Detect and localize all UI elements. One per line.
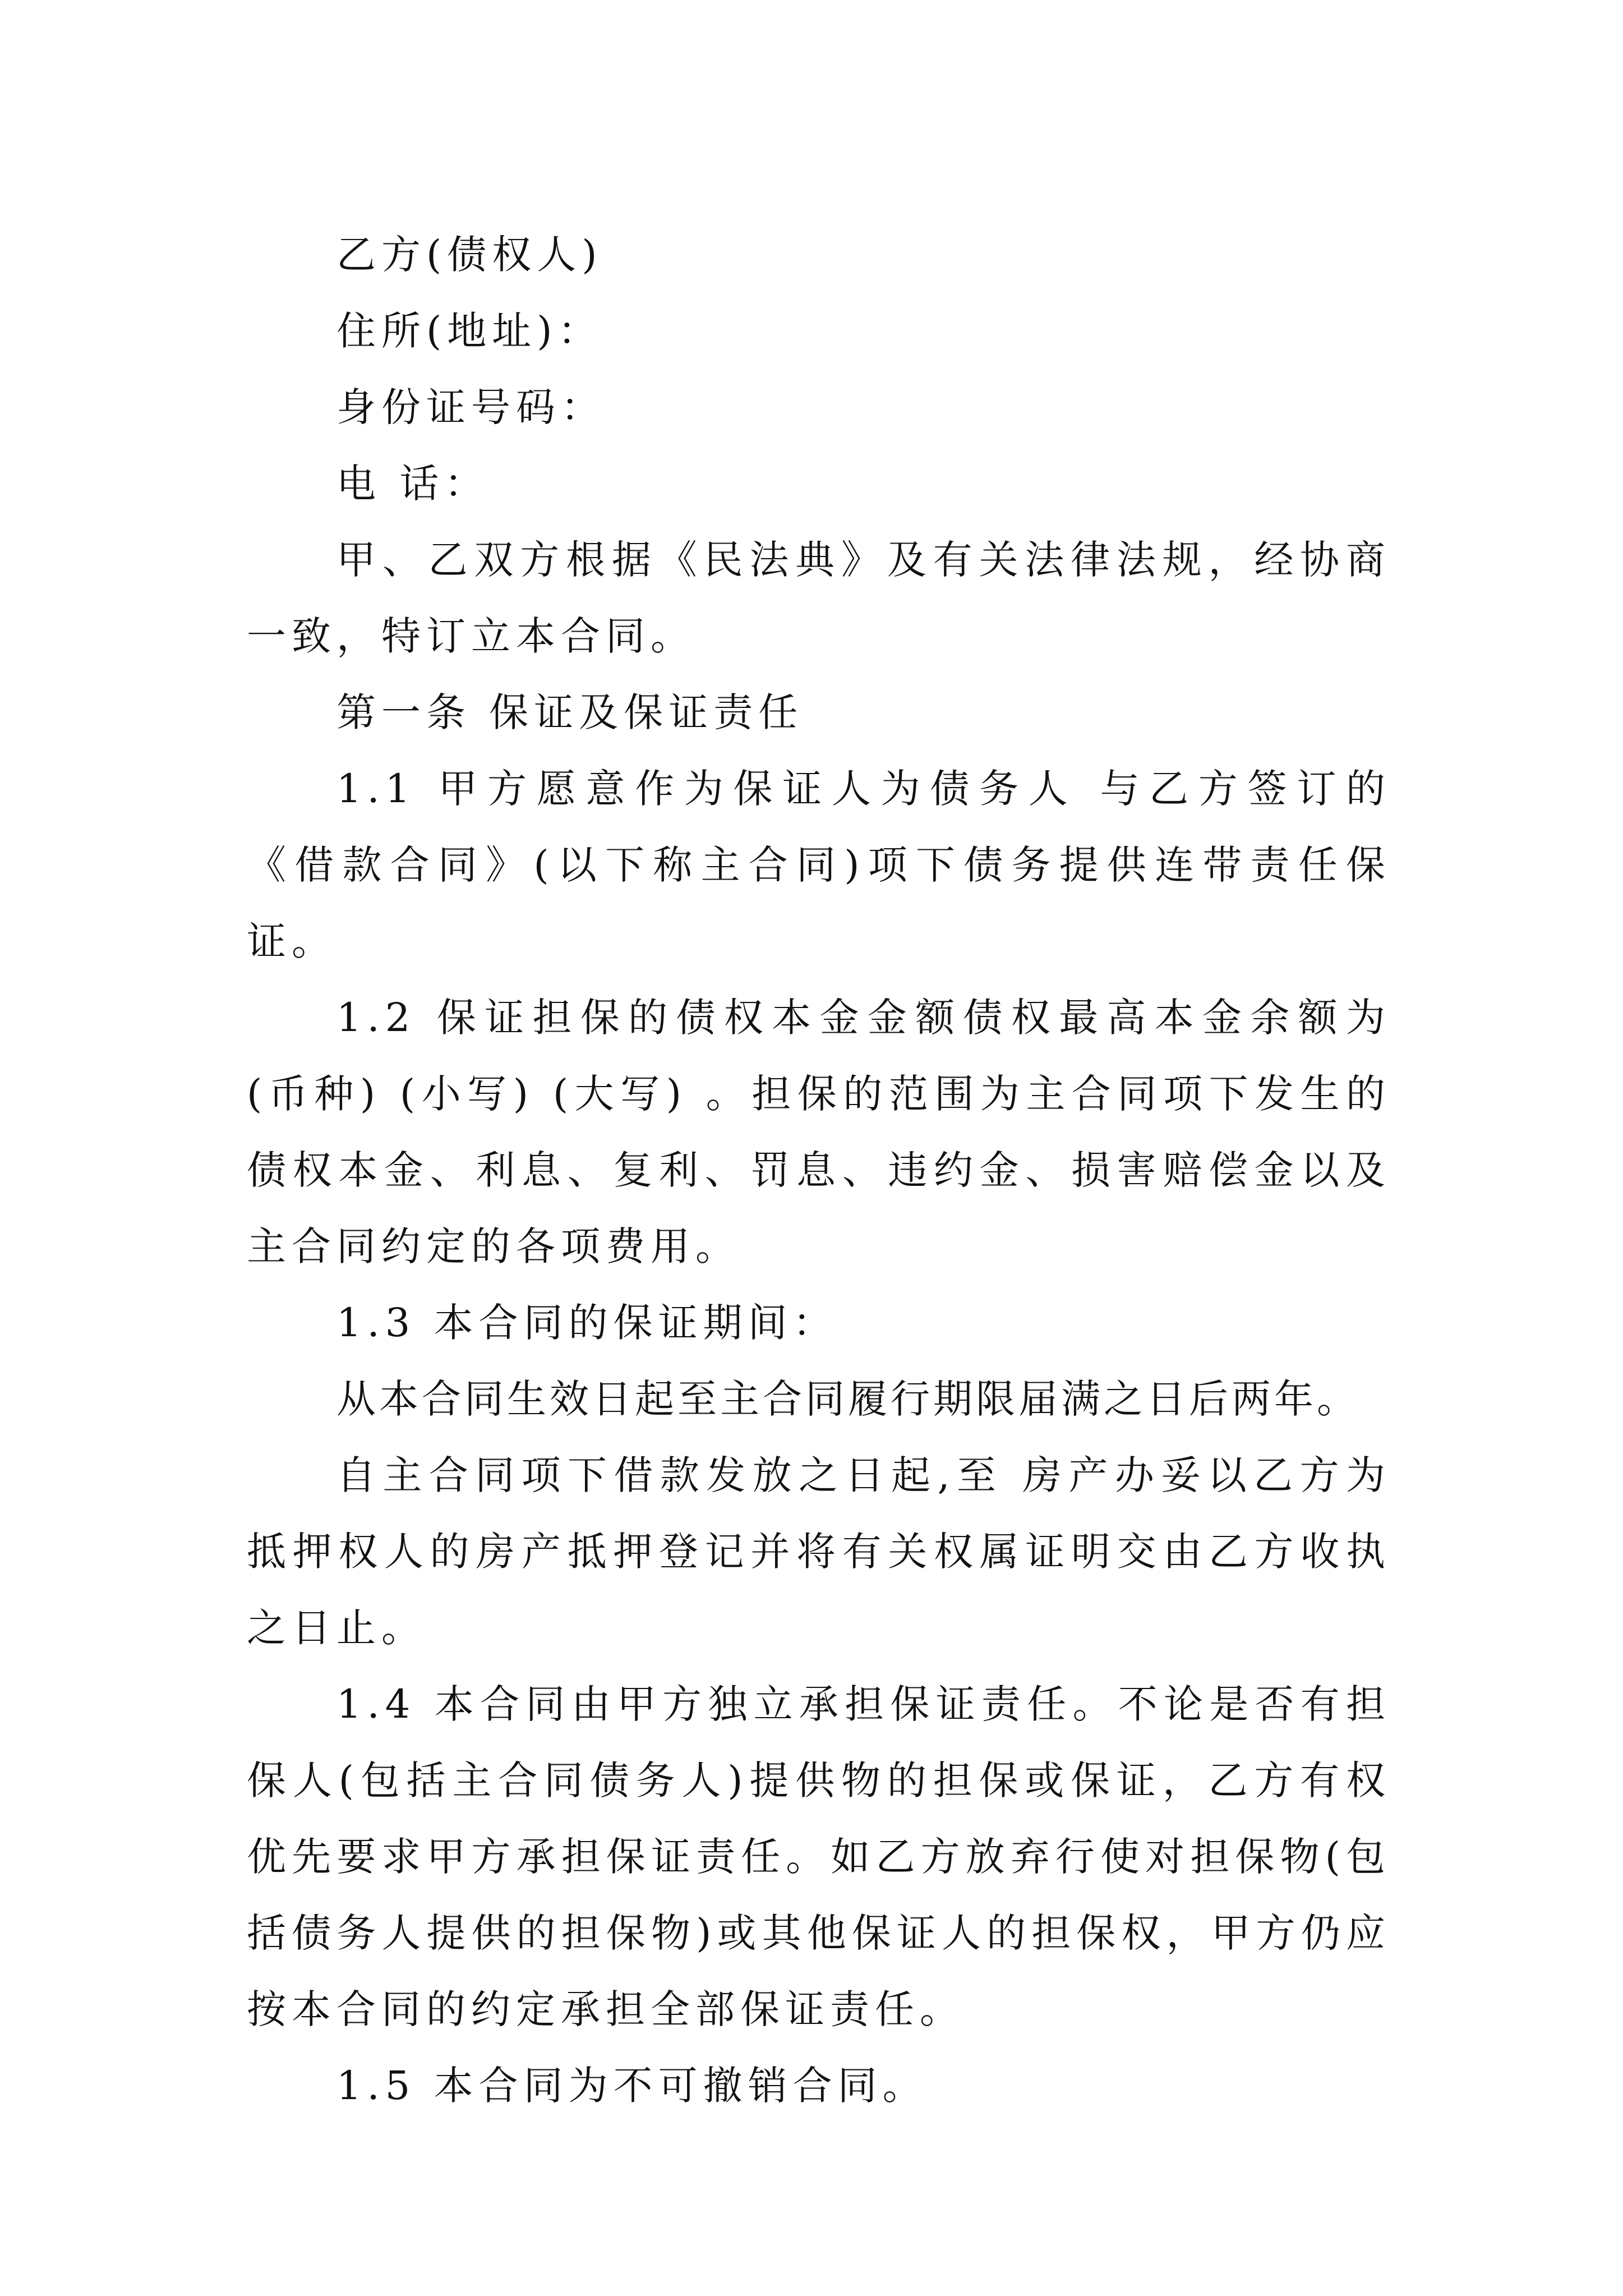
article-one-heading: 第一条 保证及保证责任: [336, 689, 804, 735]
party-b-heading: 乙方(债权人): [336, 232, 603, 278]
guarantee-period-option-2: 自主合同项下借款发放之日起,至 房产办妥以乙方为抵押权人的房产抵押登记并将有关权属证明交由乙方收执之日止。: [247, 1452, 1391, 1651]
clause-1-1: 1.1 甲方愿意作为保证人为债务人 与乙方签订的《借款合同》(以下称主合同)项下债务提供连带责任保证。: [247, 766, 1391, 964]
guarantee-period-option-1: 从本合同生效日起至主合同履行期限届满之日后两年。: [336, 1376, 1359, 1422]
document-body: [247, 217, 1391, 2124]
clause-1-4: 1.4 本合同由甲方独立承担保证责任。不论是否有担保人(包括主合同债务人)提供物的担保或保证，乙方有权优先要求甲方承担保证责任。如乙方放弃行使对担保物(包括债务人提供的担保物)或其他保证人的担保权，甲方仍应按本合同的约定承担全部保证责任。: [247, 1681, 1391, 2032]
id-number-field: 身份证号码：: [336, 384, 606, 430]
phone-field: 电 话：: [336, 461, 490, 507]
clause-1-2: 1.2 保证担保的债权本金金额债权最高本金余额为(币种) (小写) (大写) 。担保的范围为主合同项下发生的债权本金、利息、复利、罚息、违约金、损害赔偿金以及主合同约定的各项费用。: [247, 995, 1391, 1269]
clause-1-3: 1.3 本合同的保证期间：: [336, 1300, 838, 1346]
preamble-paragraph: 甲、乙双方根据《民法典》及有关法律法规，经协商一致，特订立本合同。: [247, 537, 1391, 659]
clause-1-5: 1.5 本合同为不可撤销合同。: [336, 2063, 928, 2109]
address-field: 住所(地址)：: [336, 308, 603, 354]
